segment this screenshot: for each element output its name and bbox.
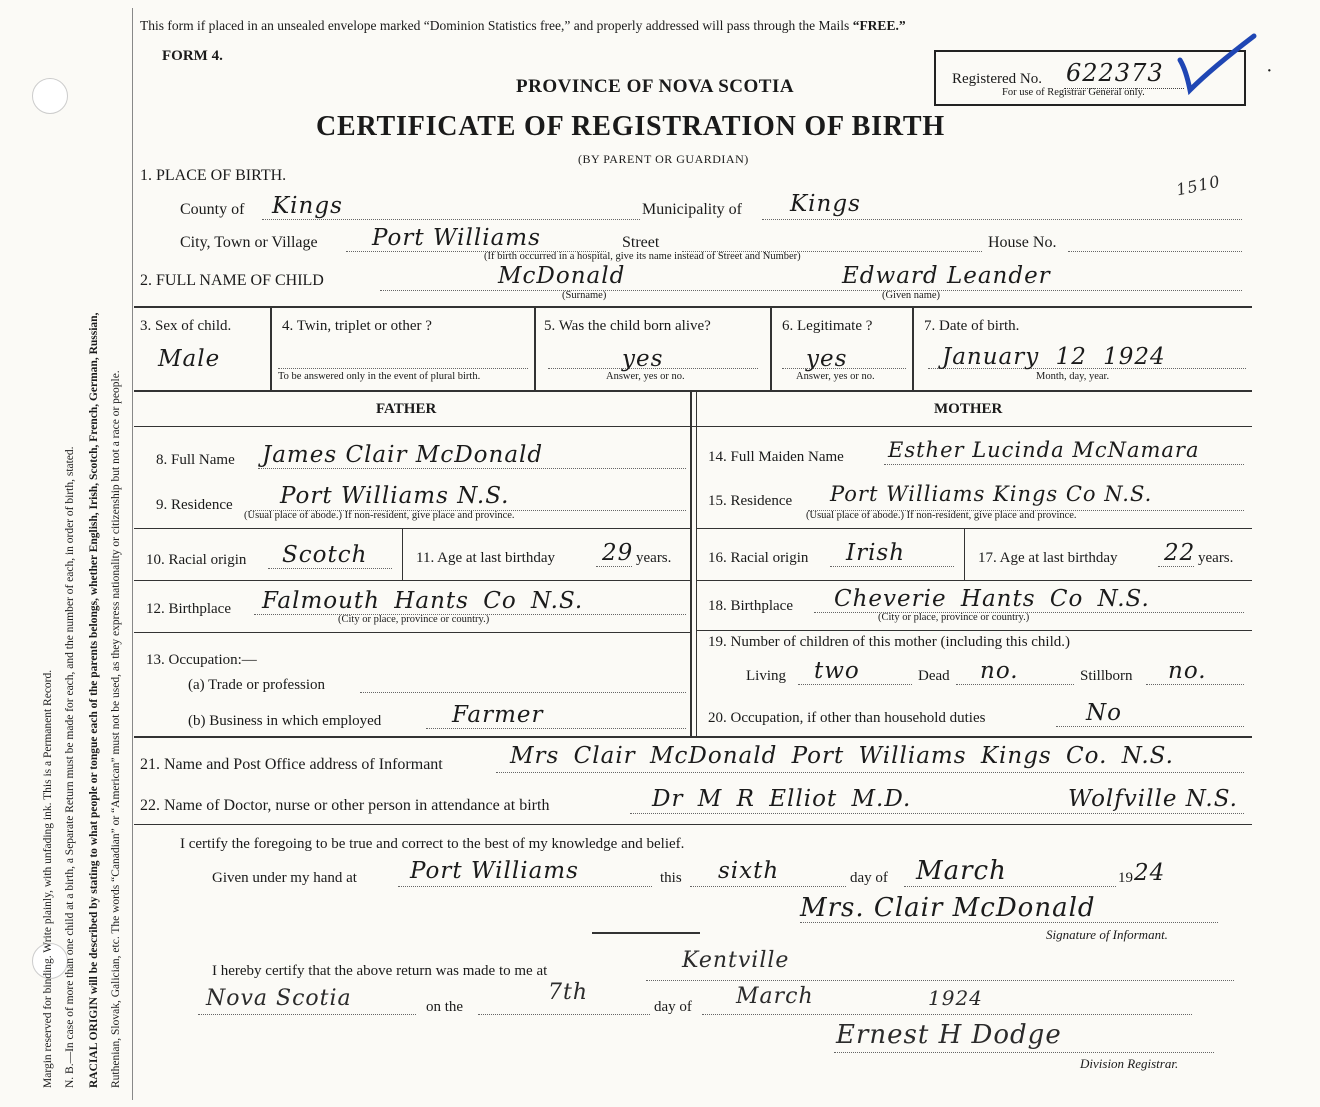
children-label: 19. Number of children of this mother (including this child.) [708, 634, 1071, 650]
dob-label: 7. Date of birth. [924, 318, 1020, 334]
form-number: FORM 4. [162, 48, 223, 64]
stillborn-label: Stillborn [1080, 668, 1133, 684]
mother-birthplace-label: 18. Birthplace [708, 598, 793, 614]
alive-label: 5. Was the child born alive? [544, 318, 711, 334]
mother-name: Esther Lucinda McNamara [888, 438, 1200, 462]
checkmark-icon [1172, 30, 1262, 110]
father-birthplace-label: 12. Birthplace [146, 601, 231, 617]
on-the-label: on the [426, 999, 464, 1015]
mother-years: years. [1198, 550, 1234, 566]
registrar-caption: Division Registrar. [1080, 1056, 1179, 1071]
sex-value: Male [158, 346, 221, 372]
occupation-label: 13. Occupation:— [146, 652, 257, 668]
mother-age-label: 17. Age at last birthday [978, 550, 1118, 566]
alive-note: Answer, yes or no. [606, 371, 685, 382]
father-name: James Clair McDonald [262, 442, 544, 468]
registrar-day: 7th [548, 980, 589, 1005]
mother-name-label: 14. Full Maiden Name [708, 449, 844, 465]
mother-residence-label: 15. Residence [708, 493, 793, 509]
doctor-town: Wolfville N.S. [1068, 786, 1238, 812]
informant-label: 21. Name and Post Office address of Informant [140, 756, 443, 773]
living-label: Living [746, 668, 786, 684]
margin-note-multiple-births: N. B.—In case of more than one child at a birth, a Separate Return must be made for each, and the number of each, in order of birth, stated. [64, 446, 76, 1088]
legit-note: Answer, yes or no. [796, 371, 875, 382]
page-subtitle: (BY PARENT OR GUARDIAN) [578, 152, 749, 166]
dob-value: January 12 1924 [942, 344, 1166, 370]
registrar-province: Nova Scotia [206, 986, 352, 1011]
doctor-value: Dr M R Elliot M.D. [652, 786, 912, 812]
city-value: Port Williams [372, 225, 541, 251]
father-residence: Port Williams N.S. [280, 483, 510, 509]
living-value: two [814, 658, 860, 684]
mother-birthplace: Cheverie Hants Co N.S. [834, 586, 1150, 612]
given-caption: (Given name) [882, 290, 941, 301]
municipality-value: Kings [790, 191, 861, 217]
dead-value: no. [980, 658, 1019, 684]
place-heading: 1. PLACE OF BIRTH. [140, 167, 287, 184]
margin-note-racial-origin-cont: Ruthenian, Slovak, Galician, etc. The words “Canadian” or “American” must not be used, as they express nationality or citizenship but not a race or people. [110, 370, 122, 1088]
mother-occupation-label: 20. Occupation, if other than household duties [708, 710, 986, 726]
binding-margin [42, 8, 152, 1098]
child-name-label: 2. FULL NAME OF CHILD [140, 272, 324, 289]
mother-residence-note: (Usual place of abode.) If non-resident, give place and province. [806, 510, 1077, 521]
father-birthplace-note: (City or place, province or country.) [338, 614, 490, 625]
margin-note-racial-origin: RACIAL ORIGIN will be described by stating to what people or tongue each of the parents belongs, whether English, Irish, Scotch, French, German, Russian, [88, 312, 100, 1088]
certify-year: 24 [1134, 860, 1166, 886]
informant-signature: Mrs. Clair McDonald [800, 893, 1096, 923]
business-label: (b) Business in which employed [188, 713, 382, 729]
mother-occupation: No [1086, 700, 1122, 726]
father-business: Farmer [452, 702, 544, 728]
certify-text: I certify the foregoing to be true and correct to the best of my knowledge and belief. [180, 836, 685, 852]
mother-age: 22 [1164, 540, 1196, 566]
margin-rule [132, 8, 133, 1100]
province-heading: PROVINCE OF NOVA SCOTIA [516, 76, 795, 97]
registrar-signature: Ernest H Dodge [836, 1020, 1062, 1050]
this-label: this [660, 870, 682, 886]
surname-caption: (Surname) [562, 290, 607, 301]
stillborn-value: no. [1168, 658, 1207, 684]
twin-label: 4. Twin, triplet or other ? [282, 318, 432, 334]
registered-label: Registered No. [952, 71, 1042, 87]
mother-residence: Port Williams Kings Co N.S. [830, 482, 1153, 506]
registrar-text: I hereby certify that the above return was made to me at [212, 963, 548, 979]
father-name-label: 8. Full Name [156, 452, 235, 468]
child-given-name: Edward Leander [842, 263, 1051, 289]
father-birthplace: Falmouth Hants Co N.S. [262, 588, 584, 614]
signature-caption: Signature of Informant. [1046, 927, 1168, 942]
postage-notice: This form if placed in an unsealed envelope marked “Dominion Statistics free,” and properly addressed will pass through the Mails “FREE.” [140, 18, 906, 33]
father-race-label: 10. Racial origin [146, 552, 247, 568]
sex-label: 3. Sex of child. [140, 318, 232, 334]
father-heading: FATHER [376, 401, 437, 417]
father-race: Scotch [282, 542, 368, 568]
city-label: City, Town or Village [180, 234, 318, 251]
doctor-label: 22. Name of Doctor, nurse or other person in attendance at birth [140, 797, 550, 814]
corner-mark: 1510 [1174, 171, 1223, 200]
punch-hole [32, 78, 68, 114]
child-surname: McDonald [498, 263, 626, 289]
father-age-label: 11. Age at last birthday [416, 550, 555, 566]
certify-day: sixth [718, 858, 780, 884]
registration-box [934, 50, 1246, 106]
mother-birthplace-note: (City or place, province or country.) [878, 612, 1030, 623]
house-label: House No. [988, 234, 1057, 251]
alive-value: yes [622, 346, 664, 372]
dead-label: Dead [918, 668, 950, 684]
registered-note: For use of Registrar General only. [1002, 87, 1145, 98]
legit-label: 6. Legitimate ? [782, 318, 873, 334]
page-title: CERTIFICATE OF REGISTRATION OF BIRTH [316, 111, 945, 142]
street-label: Street [622, 234, 660, 251]
county-label: County of [180, 201, 245, 218]
registered-number: 622373 [1066, 59, 1164, 87]
father-residence-note: (Usual place of abode.) If non-resident, give place and province. [244, 510, 515, 521]
trade-label: (a) Trade or profession [188, 677, 326, 693]
registrar-day-of: day of [654, 999, 692, 1015]
certify-place: Port Williams [410, 858, 579, 884]
father-years: years. [636, 550, 672, 566]
day-of-label: day of [850, 870, 888, 886]
dob-note: Month, day, year. [1036, 371, 1110, 382]
informant-value: Mrs Clair McDonald Port Williams Kings Co. N.S. [510, 743, 1174, 769]
municipality-label: Municipality of [642, 201, 742, 218]
certify-month: March [916, 856, 1007, 886]
twin-note: To be answered only in the event of plural birth. [278, 371, 481, 382]
mother-heading: MOTHER [934, 401, 1003, 417]
registrar-month: March [736, 984, 814, 1009]
mother-race-label: 16. Racial origin [708, 550, 809, 566]
registrar-year: 1924 [928, 986, 983, 1010]
year-prefix: 19 [1118, 870, 1133, 886]
hospital-note: (If birth occurred in a hospital, give its name instead of Street and Number) [484, 251, 801, 262]
legit-value: yes [806, 346, 848, 372]
mother-race: Irish [846, 540, 906, 566]
father-age: 29 [602, 540, 634, 566]
county-value: Kings [272, 193, 343, 219]
father-residence-label: 9. Residence [156, 497, 233, 513]
given-label: Given under my hand at [212, 870, 357, 886]
registrar-place: Kentville [682, 948, 790, 973]
margin-note-binding: Margin reserved for binding. Write plainly, with unfading ink. This is a Permanent Record. [42, 669, 54, 1088]
